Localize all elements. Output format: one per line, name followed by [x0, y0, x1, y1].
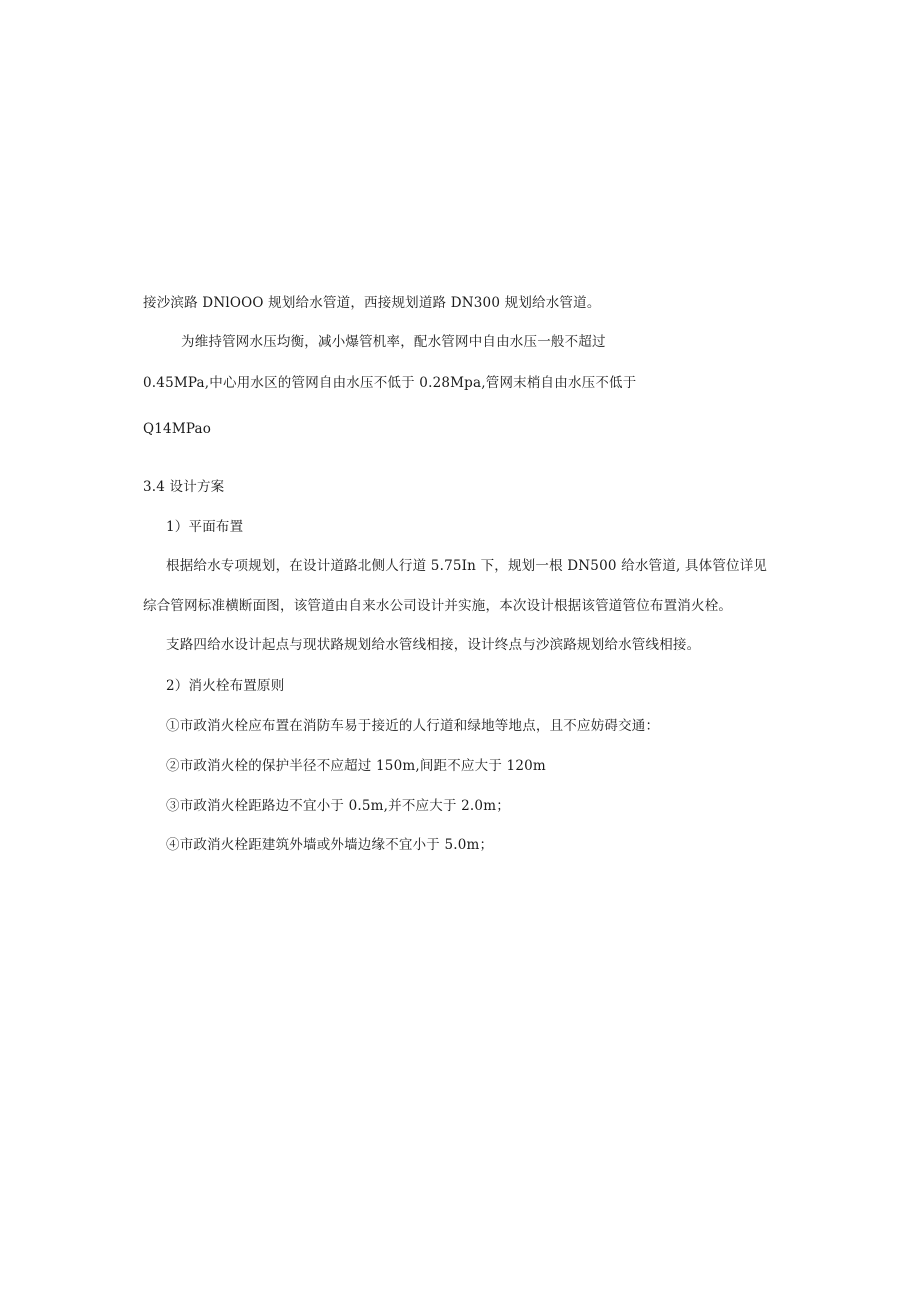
paragraph-branch-road-connection: 支路四给水设计起点与现状路规划给水管线相接，设计终点与沙滨路规划给水管线相接。	[166, 637, 701, 653]
section-heading-design-plan: 3.4 设计方案	[143, 479, 225, 495]
paragraph-water-pressure-end: Q14MPao	[143, 421, 212, 437]
list-item-hydrant-rule-3: ③市政消火栓距路边不宜小于 0.5m,并不应大于 2.0m；	[166, 798, 510, 814]
paragraph-water-supply-connection: 接沙滨路 DNlOOO 规划给水管道，西接规划道路 DN300 规划给水管道。	[143, 295, 601, 311]
paragraph-water-pressure-intro: 为维持管网水压均衡，减小爆管机率，配水管网中自由水压一般不超过	[181, 334, 606, 350]
list-item-hydrant-rule-1: ①市政消火栓应布置在消防车易于接近的人行道和绿地等地点，且不应妨碍交通：	[166, 718, 660, 734]
paragraph-water-pressure-values: 0.45MPa,中心用水区的管网自由水压不低于 0.28Mpa,管网末梢自由水压不低于	[143, 375, 637, 391]
subheading-hydrant-principles: 2）消火栓布置原则	[166, 678, 285, 694]
paragraph-layout-description: 根据给水专项规划，在设计道路北侧人行道 5.75In 下，规划一根 DN500 给水管道, 具体管位详见	[166, 558, 768, 574]
subheading-plan-layout: 1）平面布置	[166, 519, 244, 535]
list-item-hydrant-rule-2: ②市政消火栓的保护半径不应超过 150m,间距不应大于 120m	[166, 758, 546, 774]
paragraph-layout-description-cont: 综合管网标准横断面图，该管道由自来水公司设计并实施，本次设计根据该管道管位布置消火栓。	[143, 598, 733, 614]
list-item-hydrant-rule-4: ④市政消火栓距建筑外墙或外墙边缘不宜小于 5.0m；	[166, 837, 494, 853]
